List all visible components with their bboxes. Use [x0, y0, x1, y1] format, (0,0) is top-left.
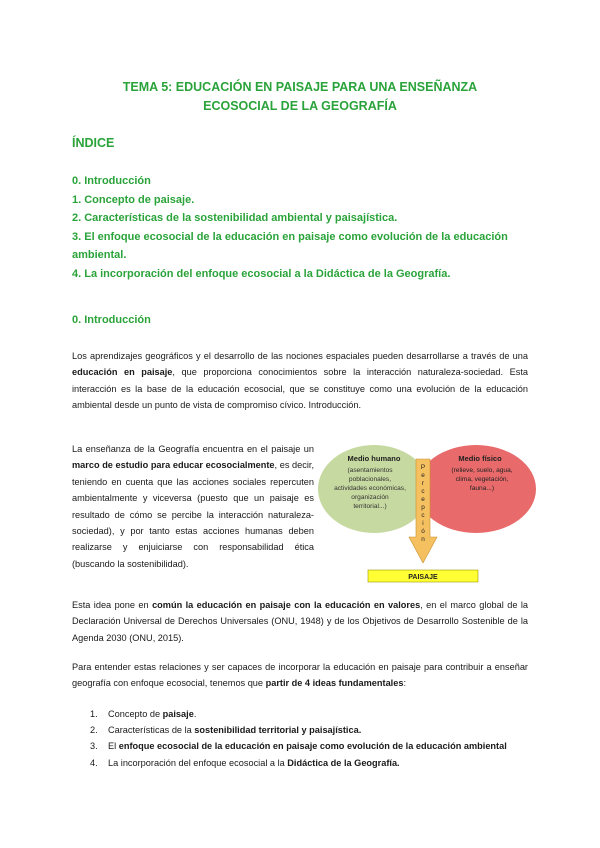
list-item: 2. Características de la sostenibilidad territorial y paisajística.: [90, 725, 362, 736]
paisaje-diagram: [318, 445, 540, 585]
medio-humano-text: territorial...): [353, 503, 387, 510]
index-heading: ÍNDICE: [72, 136, 115, 150]
percepcion-letter: r: [421, 480, 425, 487]
paragraph-2: La enseñanza de la Geografía encuentra en el paisaje un marco de estudio para educar ecosocialmente, es decir, teniendo en cuenta que las acciones sociales repercuten ambientalmente y viceversa (puesto que un paisaje es resultado de cómo se percibe la interacción naturaleza-sociedad), y por tanto estas acciones humanas deben realizarse y enjuiciarse con responsabilidad ética (buscando la sostenibilidad).: [72, 444, 315, 569]
list-item: 3. El enfoque ecosocial de la educación en paisaje como evolución de la educación ambiental: [90, 741, 507, 752]
percepcion-letter: e: [421, 496, 425, 503]
medio-fisico-text: (relieve, suelo, agua,: [451, 467, 513, 474]
index-item[interactable]: 2. Características de la sostenibilidad ambiental y paisajística.: [72, 212, 398, 224]
percepcion-label: [421, 464, 426, 543]
percepcion-letter: c: [421, 488, 425, 495]
list-item: 4. La incorporación del enfoque ecosocial a la Didáctica de la Geografía.: [90, 757, 400, 768]
section-heading-introduccion: 0. Introducción: [72, 314, 151, 326]
page-title-line-2: ECOSOCIAL DE LA GEOGRAFÍA: [203, 99, 397, 113]
medio-humano-title: Medio humano: [347, 454, 401, 463]
medio-fisico-text: clima, vegetación,: [455, 476, 509, 483]
list-item: 1. Concepto de paisaje.: [90, 709, 197, 719]
paragraph-3: Esta idea pone en común la educación en paisaje con la educación en valores, en el marco global de la Declaración Universal de Derechos Universales (ONU, 1948) y de los Objetivos de Desarrollo Sostenible de la Agenda 2030 (ONU, 2015).: [72, 600, 529, 643]
medio-humano-text: poblacionales,: [348, 476, 392, 483]
percepcion-letter: e: [421, 472, 425, 479]
percepcion-letter: n: [421, 536, 425, 543]
medio-fisico-text: fauna...): [469, 485, 495, 492]
index-item[interactable]: 1. Concepto de paisaje.: [72, 193, 195, 206]
percepcion-letter: i: [422, 520, 424, 527]
medio-humano-text: actividades económicas,: [334, 485, 406, 492]
percepcion-letter: p: [421, 504, 425, 511]
paragraph-1: Los aprendizajes geográficos y el desarrollo de las nociones espaciales pueden desarrollarse a través de una educación en paisaje, que proporciona conocimientos sobre la interacción naturaleza-sociedad. Esta interacción es la base de la educación ecosocial, que se constituye como una evolución de la educación ambiental desde un punto de vista de compromiso cívico. Introducción.: [72, 351, 528, 411]
medio-fisico-title: Medio físico: [458, 454, 502, 463]
medio-humano-text: (asentamientos: [347, 467, 393, 474]
index-item[interactable]: ambiental.: [72, 249, 127, 261]
ideas-list: [90, 706, 550, 771]
percepcion-letter: c: [421, 512, 425, 519]
index-list: [72, 172, 542, 283]
index-item[interactable]: 3. El enfoque ecosocial de la educación en paisaje como evolución de la educación: [72, 230, 508, 243]
medio-humano-text: organización: [351, 494, 389, 501]
paisaje-bar-label: PAISAJE: [408, 574, 438, 581]
paragraph-4: Para entender estas relaciones y ser capaces de incorporar la educación en paisaje para contribuir a enseñar geografía con enfoque ecosocial, tenemos que partir de 4 ideas fundamentales:: [72, 662, 528, 689]
percepcion-letter: P: [420, 464, 426, 471]
percepcion-letter: ó: [421, 528, 425, 535]
page-title-line-1: TEMA 5: EDUCACIÓN EN PAISAJE PARA UNA ENSEÑANZA: [122, 80, 478, 94]
index-item[interactable]: 0. Introducción: [72, 175, 151, 187]
index-item[interactable]: 4. La incorporación del enfoque ecosocial a la Didáctica de la Geografía.: [72, 267, 451, 280]
